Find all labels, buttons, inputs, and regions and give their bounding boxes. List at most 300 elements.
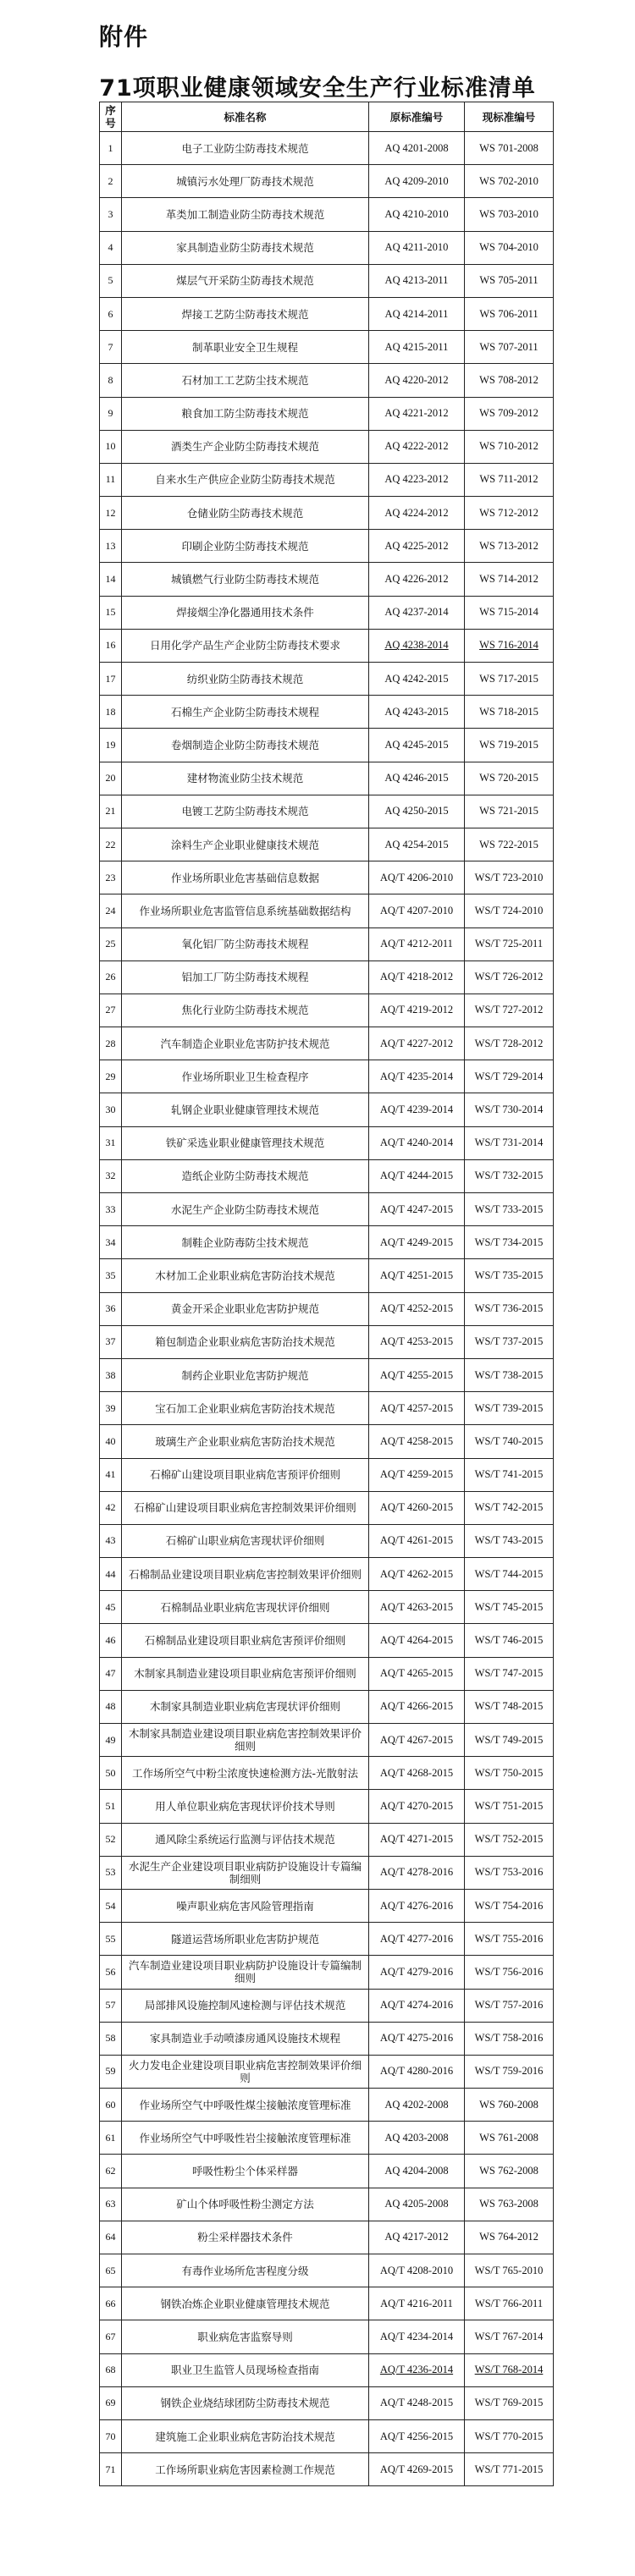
original-standard-code: AQ/T 4206-2010: [369, 861, 465, 894]
table-row: [100, 1093, 554, 1126]
standard-name: 涂料生产企业职业健康技术规范: [122, 828, 369, 861]
original-standard-code: AQ/T 4271-2015: [369, 1823, 465, 1856]
table-row: [100, 762, 554, 795]
original-standard-code: AQ 4223-2012: [369, 463, 465, 496]
original-standard-code: AQ 4210-2010: [369, 198, 465, 231]
standard-name: 石材加工工艺防尘技术规范: [122, 364, 369, 397]
original-standard-code: AQ/T 4277-2016: [369, 1923, 465, 1956]
standard-name: 氧化铝厂防尘防毒技术规程: [122, 927, 369, 960]
row-number: 4: [100, 231, 122, 264]
current-standard-code: WS/T 729-2014: [465, 1060, 554, 1093]
standard-name: 石棉矿山建设项目职业病危害预评价细则: [122, 1458, 369, 1491]
table-row: [100, 1392, 554, 1425]
current-standard-code: WS/T 728-2012: [465, 1027, 554, 1060]
row-number: 65: [100, 2254, 122, 2287]
standard-name: 粉尘采样器技术条件: [122, 2221, 369, 2254]
original-standard-code: AQ/T 4265-2015: [369, 1657, 465, 1690]
current-standard-code: WS/T 754-2016: [465, 1889, 554, 1922]
row-number: 9: [100, 397, 122, 430]
table-row: [100, 297, 554, 330]
row-number: 55: [100, 1923, 122, 1956]
table-row: [100, 1226, 554, 1259]
row-number: 67: [100, 2320, 122, 2353]
table-row: [100, 1989, 554, 2022]
table-row: [100, 960, 554, 994]
current-standard-code: WS/T 755-2016: [465, 1923, 554, 1956]
row-number: 6: [100, 297, 122, 330]
standard-name: 职业病危害监察导则: [122, 2320, 369, 2353]
standard-name: 木制家具制造业建设项目职业病危害预评价细则: [122, 1657, 369, 1690]
original-standard-code: AQ 4245-2015: [369, 729, 465, 762]
original-standard-code: AQ/T 4251-2015: [369, 1259, 465, 1292]
table-row: [100, 2221, 554, 2254]
table-row: [100, 331, 554, 364]
standard-name: 噪声职业病危害风险管理指南: [122, 1889, 369, 1922]
original-standard-code: AQ/T 4247-2015: [369, 1193, 465, 1226]
standard-name: 自来水生产供应企业防尘防毒技术规范: [122, 463, 369, 496]
table-row: [100, 1657, 554, 1690]
table-row: [100, 563, 554, 596]
standard-name: 汽车制造业建设项目职业病防护设施设计专篇编制细则: [122, 1956, 369, 1989]
row-number: 11: [100, 463, 122, 496]
original-standard-code: AQ/T 4255-2015: [369, 1358, 465, 1391]
current-standard-code: WS 708-2012: [465, 364, 554, 397]
row-number: 50: [100, 1757, 122, 1790]
table-row: [100, 1292, 554, 1325]
current-standard-code: WS 702-2010: [465, 165, 554, 198]
table-row: [100, 430, 554, 463]
original-standard-code: AQ/T 4252-2015: [369, 1292, 465, 1325]
current-standard-code: WS 722-2015: [465, 828, 554, 861]
current-standard-code: WS 715-2014: [465, 596, 554, 629]
standard-name: 石棉制品业职业病危害现状评价细则: [122, 1591, 369, 1624]
current-standard-code: WS 761-2008: [465, 2122, 554, 2155]
table-row: [100, 2287, 554, 2320]
table-row: [100, 2155, 554, 2188]
current-standard-code: WS/T 743-2015: [465, 1524, 554, 1557]
current-standard-code: WS/T 765-2010: [465, 2254, 554, 2287]
current-standard-code: WS 704-2010: [465, 231, 554, 264]
row-number: 12: [100, 497, 122, 530]
table-row: [100, 729, 554, 762]
standard-name: 石棉制品业建设项目职业病危害预评价细则: [122, 1624, 369, 1657]
original-standard-code: AQ 4250-2015: [369, 795, 465, 828]
row-number: 1: [100, 132, 122, 165]
standard-name: 工作场所空气中粉尘浓度快速检测方法-光散射法: [122, 1757, 369, 1790]
original-standard-code: AQ 4220-2012: [369, 364, 465, 397]
original-standard-code: AQ/T 4244-2015: [369, 1159, 465, 1192]
standard-name: 轧钢企业职业健康管理技术规范: [122, 1093, 369, 1126]
table-row: [100, 1425, 554, 1458]
standard-name: 家具制造业防尘防毒技术规范: [122, 231, 369, 264]
original-standard-code: AQ 4226-2012: [369, 563, 465, 596]
annex-label: 附件: [99, 23, 149, 51]
row-number: 69: [100, 2386, 122, 2419]
standard-name: 箱包制造企业职业病危害防治技术规范: [122, 1325, 369, 1358]
row-number: 33: [100, 1193, 122, 1226]
current-standard-code: WS/T 739-2015: [465, 1392, 554, 1425]
row-number: 19: [100, 729, 122, 762]
current-standard-code: WS/T 748-2015: [465, 1690, 554, 1723]
standard-name: 木制家具制造业职业病危害现状评价细则: [122, 1690, 369, 1723]
current-standard-code: WS/T 745-2015: [465, 1591, 554, 1624]
current-standard-code: WS/T 747-2015: [465, 1657, 554, 1690]
table-row: [100, 1027, 554, 1060]
original-standard-code: AQ/T 4235-2014: [369, 1060, 465, 1093]
current-standard-code: WS/T 724-2010: [465, 894, 554, 927]
table-row: [100, 198, 554, 231]
table-body: [100, 132, 554, 2486]
original-standard-code: AQ 4214-2011: [369, 297, 465, 330]
row-number: 58: [100, 2022, 122, 2055]
current-standard-code: WS/T 727-2012: [465, 994, 554, 1027]
standard-name: 城镇污水处理厂防毒技术规范: [122, 165, 369, 198]
table-row: [100, 1690, 554, 1723]
row-number: 54: [100, 1889, 122, 1922]
row-number: 18: [100, 696, 122, 729]
standard-name: 有毒作业场所危害程度分级: [122, 2254, 369, 2287]
original-standard-code: AQ 4238-2014: [369, 629, 465, 662]
current-standard-code: WS/T 737-2015: [465, 1325, 554, 1358]
current-standard-code: WS 705-2011: [465, 264, 554, 297]
original-standard-code: AQ 4254-2015: [369, 828, 465, 861]
row-number: 59: [100, 2055, 122, 2088]
row-number: 39: [100, 1392, 122, 1425]
table-row: [100, 2386, 554, 2419]
row-number: 47: [100, 1657, 122, 1690]
row-number: 26: [100, 960, 122, 994]
standard-name: 宝石加工企业职业病危害防治技术规范: [122, 1392, 369, 1425]
original-standard-code: AQ 4237-2014: [369, 596, 465, 629]
table-row: [100, 2353, 554, 2386]
table-row: [100, 165, 554, 198]
header-old-code: 原标准编号: [369, 102, 465, 132]
table-row: [100, 1889, 554, 1922]
row-number: 24: [100, 894, 122, 927]
original-standard-code: AQ 4243-2015: [369, 696, 465, 729]
original-standard-code: AQ 4222-2012: [369, 430, 465, 463]
current-standard-code: WS/T 726-2012: [465, 960, 554, 994]
standard-name: 作业场所职业危害监管信息系统基础数据结构: [122, 894, 369, 927]
table-row: [100, 1757, 554, 1790]
table-row: [100, 1193, 554, 1226]
original-standard-code: AQ 4201-2008: [369, 132, 465, 165]
standard-name: 革类加工制造业防尘防毒技术规范: [122, 198, 369, 231]
standard-name: 作业场所职业卫生检查程序: [122, 1060, 369, 1093]
current-standard-code: WS 703-2010: [465, 198, 554, 231]
standard-name: 制药企业职业危害防护规范: [122, 1358, 369, 1391]
current-standard-code: WS/T 758-2016: [465, 2022, 554, 2055]
current-standard-code: WS 721-2015: [465, 795, 554, 828]
standard-name: 工作场所职业病危害因素检测工作规范: [122, 2453, 369, 2486]
table-row: [100, 861, 554, 894]
row-number: 32: [100, 1159, 122, 1192]
table-row: [100, 1491, 554, 1524]
original-standard-code: AQ 4215-2011: [369, 331, 465, 364]
table-row: [100, 463, 554, 496]
table-row: [100, 663, 554, 696]
original-standard-code: AQ/T 4270-2015: [369, 1790, 465, 1823]
table-row: [100, 927, 554, 960]
table-row: [100, 696, 554, 729]
table-row: [100, 1126, 554, 1159]
current-standard-code: WS/T 770-2015: [465, 2419, 554, 2452]
table-row: [100, 894, 554, 927]
current-standard-code: WS 711-2012: [465, 463, 554, 496]
row-number: 35: [100, 1259, 122, 1292]
table-row: [100, 2254, 554, 2287]
original-standard-code: AQ/T 4212-2011: [369, 927, 465, 960]
standard-name: 纺织业防尘防毒技术规范: [122, 663, 369, 696]
row-number: 42: [100, 1491, 122, 1524]
original-standard-code: AQ 4217-2012: [369, 2221, 465, 2254]
original-standard-code: AQ/T 4207-2010: [369, 894, 465, 927]
standard-name: 水泥生产企业防尘防毒技术规范: [122, 1193, 369, 1226]
row-number: 53: [100, 1856, 122, 1889]
standard-name: 城镇燃气行业防尘防毒技术规范: [122, 563, 369, 596]
row-number: 63: [100, 2188, 122, 2221]
header-row: [100, 102, 554, 132]
standard-name: 呼吸性粉尘个体采样器: [122, 2155, 369, 2188]
row-number: 10: [100, 430, 122, 463]
table-row: [100, 1159, 554, 1192]
row-number: 57: [100, 1989, 122, 2022]
current-standard-code: WS/T 752-2015: [465, 1823, 554, 1856]
table-row: [100, 1591, 554, 1624]
table-row: [100, 364, 554, 397]
standard-name: 卷烟制造企业防尘防毒技术规范: [122, 729, 369, 762]
standard-name: 通风除尘系统运行监测与评估技术规范: [122, 1823, 369, 1856]
current-standard-code: WS/T 769-2015: [465, 2386, 554, 2419]
row-number: 44: [100, 1558, 122, 1591]
table-row: [100, 497, 554, 530]
original-standard-code: AQ/T 4276-2016: [369, 1889, 465, 1922]
table-row: [100, 1458, 554, 1491]
table-row: [100, 530, 554, 563]
row-number: 45: [100, 1591, 122, 1624]
table-row: [100, 264, 554, 297]
original-standard-code: AQ/T 4253-2015: [369, 1325, 465, 1358]
standard-name: 石棉制品业建设项目职业病危害控制效果评价细则: [122, 1558, 369, 1591]
standard-name: 黄金开采企业职业危害防护规范: [122, 1292, 369, 1325]
table-row: [100, 2188, 554, 2221]
current-standard-code: WS/T 733-2015: [465, 1193, 554, 1226]
document-title: 71项职业健康领域安全生产行业标准清单: [99, 75, 536, 102]
row-number: 13: [100, 530, 122, 563]
original-standard-code: AQ/T 4279-2016: [369, 1956, 465, 1989]
header-name: 标准名称: [122, 102, 369, 132]
table-row: [100, 231, 554, 264]
row-number: 34: [100, 1226, 122, 1259]
original-standard-code: AQ 4202-2008: [369, 2089, 465, 2122]
current-standard-code: WS 707-2011: [465, 331, 554, 364]
standard-name: 钢铁冶炼企业职业健康管理技术规范: [122, 2287, 369, 2320]
current-standard-code: WS 719-2015: [465, 729, 554, 762]
table-row: [100, 2453, 554, 2486]
standard-name: 建材物流业防尘技术规范: [122, 762, 369, 795]
table-row: [100, 795, 554, 828]
table-row: [100, 596, 554, 629]
row-number: 31: [100, 1126, 122, 1159]
standard-name: 仓储业防尘防毒技术规范: [122, 497, 369, 530]
row-number: 70: [100, 2419, 122, 2452]
current-standard-code: WS/T 730-2014: [465, 1093, 554, 1126]
current-standard-code: WS/T 751-2015: [465, 1790, 554, 1823]
table-row: [100, 1624, 554, 1657]
standard-name: 汽车制造企业职业危害防护技术规范: [122, 1027, 369, 1060]
current-standard-code: WS/T 750-2015: [465, 1757, 554, 1790]
row-number: 17: [100, 663, 122, 696]
standard-name: 制革职业安全卫生规程: [122, 331, 369, 364]
current-standard-code: WS/T 749-2015: [465, 1724, 554, 1757]
row-number: 2: [100, 165, 122, 198]
table-row: [100, 1790, 554, 1823]
current-standard-code: WS/T 757-2016: [465, 1989, 554, 2022]
row-number: 56: [100, 1956, 122, 1989]
row-number: 49: [100, 1724, 122, 1757]
original-standard-code: AQ/T 4219-2012: [369, 994, 465, 1027]
row-number: 46: [100, 1624, 122, 1657]
standard-name: 印刷企业防尘防毒技术规范: [122, 530, 369, 563]
row-number: 60: [100, 2089, 122, 2122]
table-row: [100, 828, 554, 861]
current-standard-code: WS 713-2012: [465, 530, 554, 563]
original-standard-code: AQ/T 4216-2011: [369, 2287, 465, 2320]
table-row: [100, 1823, 554, 1856]
standard-name: 焦化行业防尘防毒技术规范: [122, 994, 369, 1027]
original-standard-code: AQ/T 4275-2016: [369, 2022, 465, 2055]
row-number: 16: [100, 629, 122, 662]
current-standard-code: WS/T 740-2015: [465, 1425, 554, 1458]
standard-name: 酒类生产企业防尘防毒技术规范: [122, 430, 369, 463]
row-number: 68: [100, 2353, 122, 2386]
standard-name: 电子工业防尘防毒技术规范: [122, 132, 369, 165]
original-standard-code: AQ/T 4264-2015: [369, 1624, 465, 1657]
standard-name: 铝加工厂防尘防毒技术规程: [122, 960, 369, 994]
original-standard-code: AQ 4204-2008: [369, 2155, 465, 2188]
row-number: 40: [100, 1425, 122, 1458]
standard-name: 造纸企业防尘防毒技术规范: [122, 1159, 369, 1192]
row-number: 25: [100, 927, 122, 960]
current-standard-code: WS 764-2012: [465, 2221, 554, 2254]
current-standard-code: WS 701-2008: [465, 132, 554, 165]
row-number: 71: [100, 2453, 122, 2486]
current-standard-code: WS 720-2015: [465, 762, 554, 795]
original-standard-code: AQ/T 4236-2014: [369, 2353, 465, 2386]
standard-name: 水泥生产企业建设项目职业病防护设施设计专篇编制细则: [122, 1856, 369, 1889]
standard-name: 日用化学产品生产企业防尘防毒技术要求: [122, 629, 369, 662]
header-seq: 序号: [100, 102, 122, 132]
standard-name: 火力发电企业建设项目职业病危害控制效果评价细则: [122, 2055, 369, 2088]
current-standard-code: WS/T 735-2015: [465, 1259, 554, 1292]
row-number: 52: [100, 1823, 122, 1856]
standard-name: 玻璃生产企业职业病危害防治技术规范: [122, 1425, 369, 1458]
current-standard-code: WS/T 736-2015: [465, 1292, 554, 1325]
original-standard-code: AQ/T 4269-2015: [369, 2453, 465, 2486]
standard-name: 作业场所职业危害基础信息数据: [122, 861, 369, 894]
table-row: [100, 1923, 554, 1956]
original-standard-code: AQ 4211-2010: [369, 231, 465, 264]
standard-name: 隧道运营场所职业危害防护规范: [122, 1923, 369, 1956]
standard-name: 用人单位职业病危害现状评价技术导则: [122, 1790, 369, 1823]
original-standard-code: AQ 4213-2011: [369, 264, 465, 297]
table-row: [100, 1956, 554, 1989]
standard-name: 焊接烟尘净化器通用技术条件: [122, 596, 369, 629]
row-number: 51: [100, 1790, 122, 1823]
current-standard-code: WS/T 734-2015: [465, 1226, 554, 1259]
original-standard-code: AQ/T 4262-2015: [369, 1558, 465, 1591]
original-standard-code: AQ/T 4274-2016: [369, 1989, 465, 2022]
standard-name: 钢铁企业烧结球团防尘防毒技术规范: [122, 2386, 369, 2419]
standard-name: 作业场所空气中呼吸性煤尘接触浓度管理标准: [122, 2089, 369, 2122]
original-standard-code: AQ/T 4256-2015: [369, 2419, 465, 2452]
row-number: 8: [100, 364, 122, 397]
row-number: 28: [100, 1027, 122, 1060]
row-number: 41: [100, 1458, 122, 1491]
table-row: [100, 1558, 554, 1591]
original-standard-code: AQ/T 4261-2015: [369, 1524, 465, 1557]
row-number: 29: [100, 1060, 122, 1093]
original-standard-code: AQ 4246-2015: [369, 762, 465, 795]
row-number: 36: [100, 1292, 122, 1325]
standard-name: 石棉矿山职业病危害现状评价细则: [122, 1524, 369, 1557]
table-row: [100, 132, 554, 165]
row-number: 3: [100, 198, 122, 231]
table-row: [100, 1856, 554, 1889]
current-standard-code: WS/T 756-2016: [465, 1956, 554, 1989]
header-new-code: 现标准编号: [465, 102, 554, 132]
current-standard-code: WS/T 768-2014: [465, 2353, 554, 2386]
standard-name: 局部排风设施控制风速检测与评估技术规范: [122, 1989, 369, 2022]
original-standard-code: AQ/T 4267-2015: [369, 1724, 465, 1757]
table-row: [100, 2419, 554, 2452]
original-standard-code: AQ/T 4268-2015: [369, 1757, 465, 1790]
table-row: [100, 1325, 554, 1358]
original-standard-code: AQ/T 4234-2014: [369, 2320, 465, 2353]
current-standard-code: WS 709-2012: [465, 397, 554, 430]
original-standard-code: AQ/T 4218-2012: [369, 960, 465, 994]
standard-name: 电镀工艺防尘防毒技术规范: [122, 795, 369, 828]
current-standard-code: WS/T 753-2016: [465, 1856, 554, 1889]
row-number: 43: [100, 1524, 122, 1557]
row-number: 27: [100, 994, 122, 1027]
original-standard-code: AQ/T 4280-2016: [369, 2055, 465, 2088]
current-standard-code: WS/T 742-2015: [465, 1491, 554, 1524]
table-row: [100, 2022, 554, 2055]
standard-name: 木材加工企业职业病危害防治技术规范: [122, 1259, 369, 1292]
current-standard-code: WS 763-2008: [465, 2188, 554, 2221]
table-row: [100, 397, 554, 430]
original-standard-code: AQ/T 4278-2016: [369, 1856, 465, 1889]
current-standard-code: WS/T 767-2014: [465, 2320, 554, 2353]
current-standard-code: WS/T 746-2015: [465, 1624, 554, 1657]
standard-name: 焊接工艺防尘防毒技术规范: [122, 297, 369, 330]
current-standard-code: WS/T 725-2011: [465, 927, 554, 960]
standard-name: 建筑施工企业职业病危害防治技术规范: [122, 2419, 369, 2452]
table-header: [100, 102, 554, 132]
original-standard-code: AQ/T 4266-2015: [369, 1690, 465, 1723]
table-row: [100, 1060, 554, 1093]
row-number: 14: [100, 563, 122, 596]
original-standard-code: AQ 4203-2008: [369, 2122, 465, 2155]
current-standard-code: WS 712-2012: [465, 497, 554, 530]
current-standard-code: WS 710-2012: [465, 430, 554, 463]
original-standard-code: AQ/T 4257-2015: [369, 1392, 465, 1425]
row-number: 64: [100, 2221, 122, 2254]
row-number: 61: [100, 2122, 122, 2155]
original-standard-code: AQ/T 4227-2012: [369, 1027, 465, 1060]
row-number: 5: [100, 264, 122, 297]
